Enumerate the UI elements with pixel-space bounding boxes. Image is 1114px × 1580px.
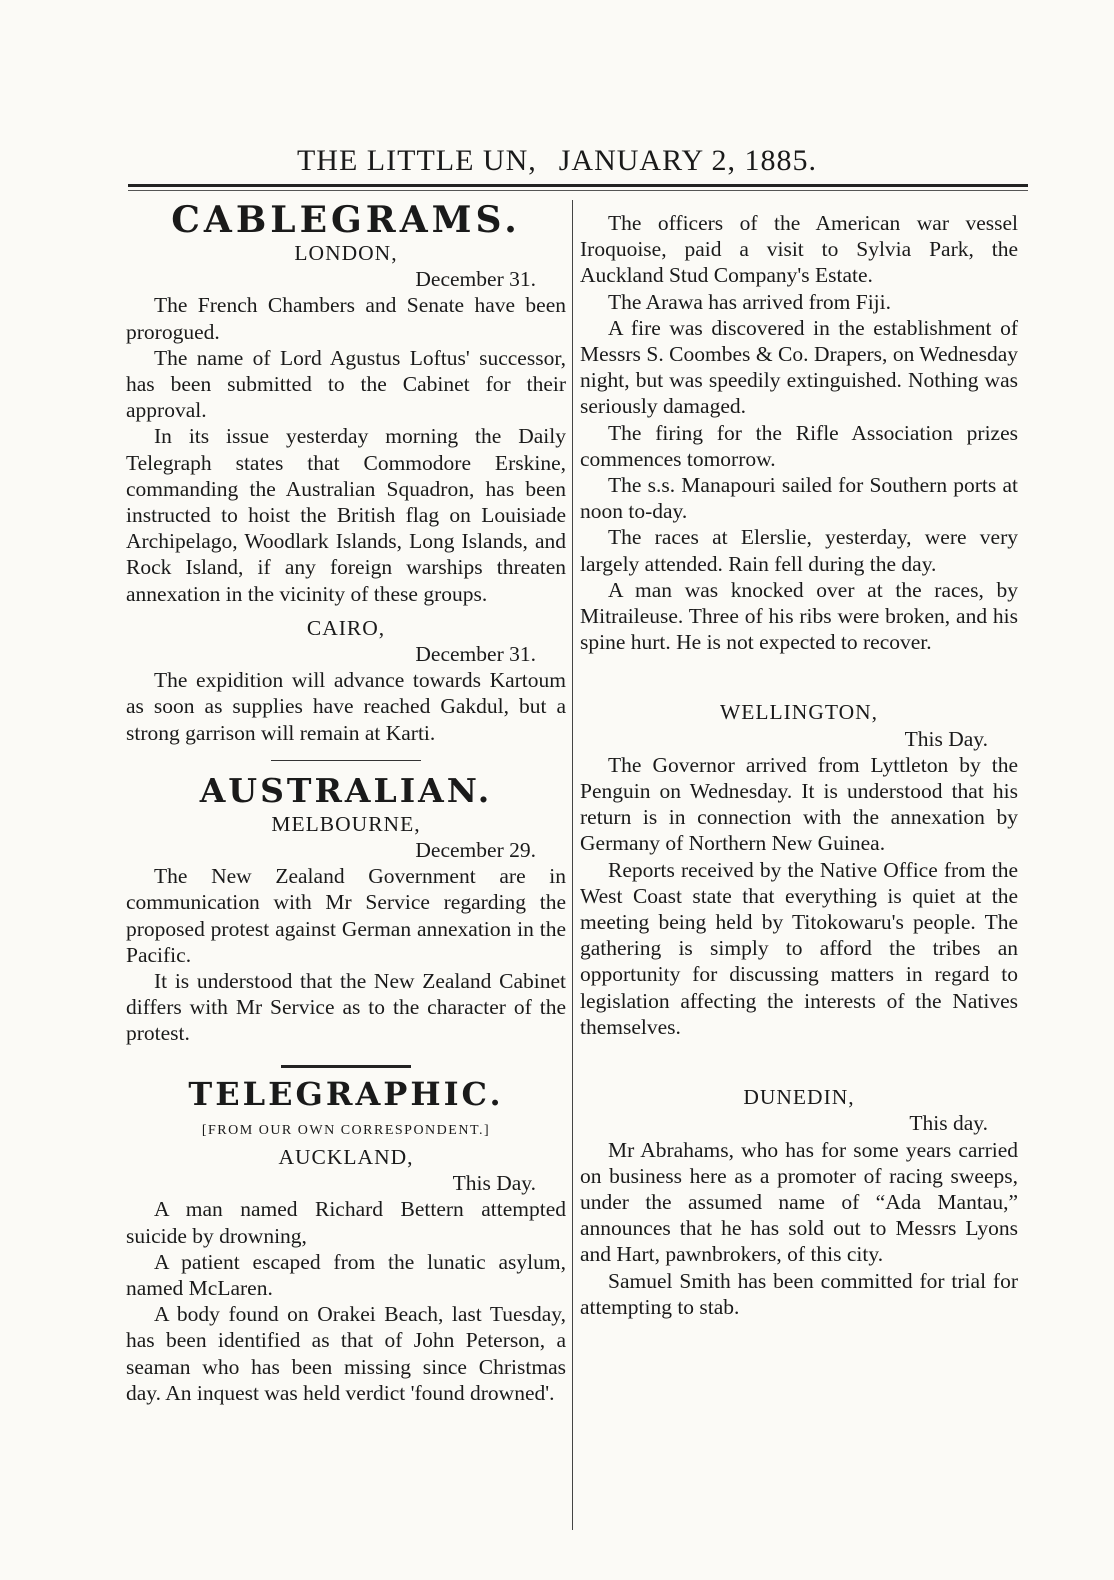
masthead-paper-name: THE LITTLE UN,	[296, 144, 537, 177]
cairo-place: CAIRO,	[306, 615, 386, 640]
masthead	[0, 144, 1114, 178]
column-divider	[572, 200, 573, 1530]
article-paragraph: The French Chambers and Senate have been prorogued.	[126, 293, 566, 344]
article-paragraph: The Governor arrived from Lyttleton by the Penguin on Wednesday. It is understood that his return is in connection with the annexation by Germany of Northern New Guinea.	[580, 752, 1018, 856]
cairo-date: December 31.	[415, 642, 536, 667]
dunedin-date: This day.	[909, 1111, 988, 1136]
article-paragraph: Mr Abrahams, who has for some years carried on business here as a promoter of racing sweeps, under the assumed name of “Ada Mantau,” announces that he has sold out to Messrs Lyons and Hart, pawnbrokers, of this city.	[580, 1137, 1018, 1267]
section-rule	[271, 760, 421, 761]
article-paragraph: The New Zealand Government are in communication with Mr Service regarding the proposed protest against German annexation in the Pacific.	[126, 864, 566, 967]
article-paragraph: The firing for the Rifle Association prizes commences tomorrow.	[580, 420, 1018, 471]
australian-heading: AUSTRALIAN.	[199, 770, 493, 810]
left-column	[126, 196, 566, 1406]
melbourne-date: December 29.	[415, 838, 536, 863]
article-paragraph: It is understood that the New Zealand Cabinet differs with Mr Service as to the character of the protest.	[126, 969, 566, 1046]
article-paragraph: Samuel Smith has been committed for trial for attempting to stab.	[580, 1268, 1018, 1319]
london-date: December 31.	[415, 267, 536, 292]
article-paragraph: A fire was discovered in the establishment of Messrs S. Coombes & Co. Drapers, on Wednesday night, but was speedily extinguished. Nothing was seriously damaged.	[580, 315, 1018, 419]
right-column	[580, 210, 1018, 1320]
auckland-date: This Day.	[452, 1171, 536, 1196]
article-paragraph: The expidition will advance towards Kartoum as soon as supplies have reached Gakdul, but a strong garrison will remain at Karti.	[126, 668, 566, 745]
article-paragraph: In its issue yesterday morning the Daily Telegraph states that Commodore Erskine, commanding the Australian Squadron, has been instructed to hoist the British flag on Louisiade Archipelago, Woodlark Islands, Long Islands, and Rock Island, if any foreign warships threaten annexation in the vicinity of these groups.	[126, 424, 566, 606]
article-paragraph: The name of Lord Agustus Loftus' successor, has been submitted to the Cabinet for their approval.	[126, 345, 566, 423]
masthead-rule	[128, 184, 1028, 187]
dunedin-place: DUNEDIN,	[743, 1085, 855, 1110]
cablegrams-heading: CABLEGRAMS.	[171, 199, 521, 241]
section-gap	[580, 655, 1018, 699]
article-paragraph: The officers of the American war vessel Iroquoise, paid a visit to Sylvia Park, the Auckland Stud Company's Estate.	[580, 211, 1018, 288]
masthead-date: JANUARY 2, 1885.	[558, 144, 817, 177]
telegraphic-heading: TELEGRAPHIC.	[188, 1074, 504, 1113]
wellington-place: WELLINGTON,	[719, 700, 879, 725]
article-paragraph: A body found on Orakei Beach, last Tuesday, has been identified as that of John Peterson, a seaman who has been missing since Christmas day. An inquest was held verdict 'found drowned'.	[126, 1302, 566, 1405]
article-paragraph: The Arawa has arrived from Fiji.	[608, 289, 891, 314]
article-paragraph: A patient escaped from the lunatic asylum, named McLaren.	[126, 1249, 566, 1300]
correspondent-line: [FROM OUR OWN CORRESPONDENT.]	[201, 1122, 491, 1138]
auckland-place: AUCKLAND,	[278, 1144, 414, 1169]
melbourne-place: MELBOURNE,	[271, 811, 421, 836]
section-gap	[580, 1040, 1018, 1084]
article-paragraph: The s.s. Manapouri sailed for Southern ports at noon to-day.	[580, 473, 1018, 524]
section-rule	[281, 1065, 411, 1068]
wellington-date: This Day.	[904, 726, 988, 751]
article-paragraph: The races at Elerslie, yesterday, were very largely attended. Rain fell during the day.	[580, 525, 1018, 576]
article-paragraph: Reports received by the Native Office from the West Coast state that everything is quiet at the meeting being held by Titokowaru's people. The gathering is simply to afford the tribes an opportunity for discussing matters in regard to legislation affecting the interests of the Natives themselves.	[580, 857, 1018, 1039]
article-paragraph: A man was knocked over at the races, by Mitraileuse. Three of his ribs were broken, and his spine hurt. He is not expected to recover.	[580, 577, 1018, 655]
article-paragraph: A man named Richard Bettern attempted suicide by drowning,	[126, 1197, 566, 1248]
masthead-rule-thin	[128, 190, 1028, 191]
london-place: LONDON,	[294, 241, 398, 265]
